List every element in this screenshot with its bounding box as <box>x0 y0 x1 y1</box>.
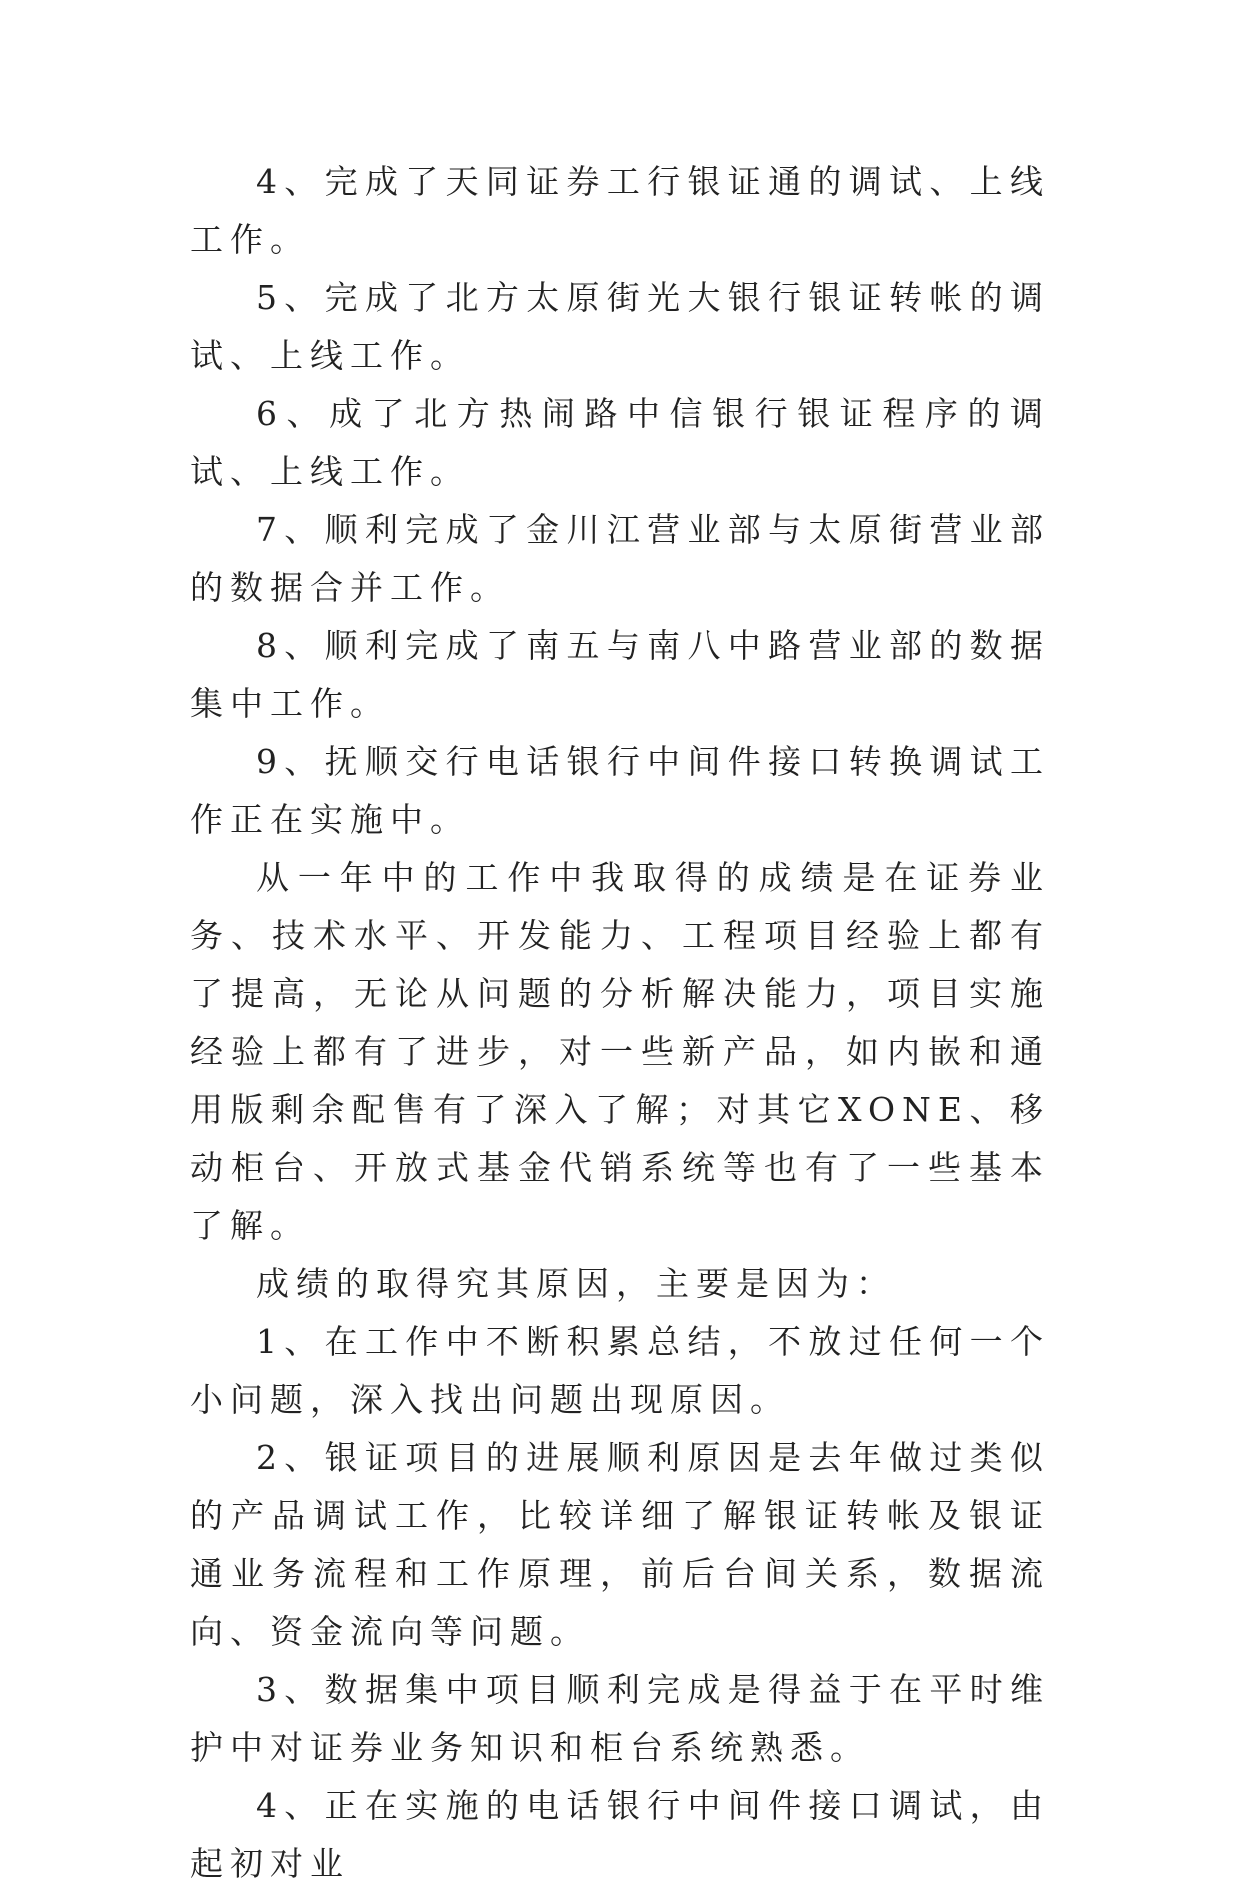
paragraph-item-9: 9、抚顺交行电话银行中间件接口转换调试工作正在实施中。 <box>190 742 1050 839</box>
paragraph-item-6: 6、成了北方热闹路中信银行银证程序的调试、上线工作。 <box>190 394 1050 491</box>
paragraph-item-7: 7、顺利完成了金川江营业部与太原街营业部的数据合并工作。 <box>190 510 1050 607</box>
paragraph-reason-2: 2、银证项目的进展顺利原因是去年做过类似的产品调试工作，比较详细了解银证转帐及银证通业务流程和工作原理，前后台间关系，数据流向、资金流向等问题。 <box>190 1438 1050 1651</box>
paragraph-achievements: 从一年中的工作中我取得的成绩是在证券业务、技术水平、开发能力、工程项目经验上都有了提高，无论从问题的分析解决能力，项目实施经验上都有了进步，对一些新产品，如内嵌和通用版剩余配售有了深入了解；对其它XONE、移动柜台、开放式基金代销系统等也有了一些基本了解。 <box>190 858 1050 1245</box>
paragraph-reason-1: 1、在工作中不断积累总结，不放过任何一个小问题，深入找出问题出现原因。 <box>190 1322 1050 1419</box>
paragraph-reason-4: 4、正在实施的电话银行中间件接口调试，由起初对业 <box>190 1786 1050 1883</box>
paragraph-item-4: 4、完成了天同证券工行银证通的调试、上线工作。 <box>190 162 1050 259</box>
paragraph-reason-3: 3、数据集中项目顺利完成是得益于在平时维护中对证券业务知识和柜台系统熟悉。 <box>190 1670 1050 1767</box>
paragraph-item-5: 5、完成了北方太原街光大银行银证转帐的调试、上线工作。 <box>190 278 1050 375</box>
paragraph-reasons-intro: 成绩的取得究其原因，主要是因为： <box>256 1264 896 1303</box>
document-body <box>190 153 1050 1893</box>
paragraph-item-8: 8、顺利完成了南五与南八中路营业部的数据集中工作。 <box>190 626 1050 723</box>
